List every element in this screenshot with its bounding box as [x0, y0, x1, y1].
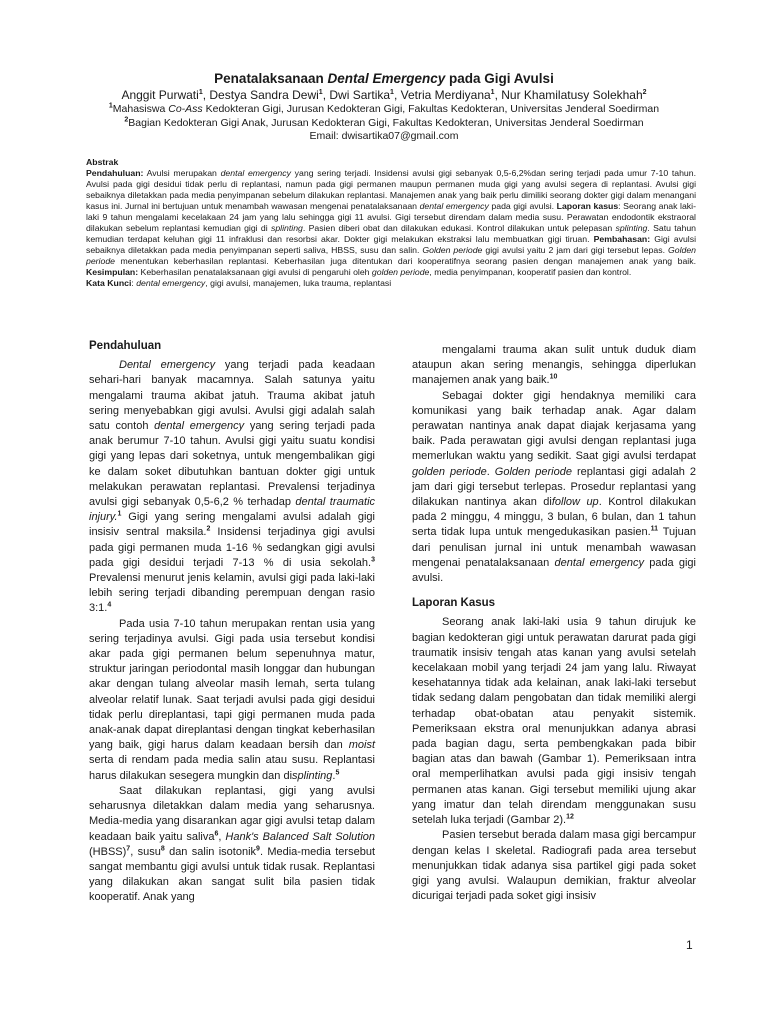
paragraph: Dental emergency yang terjadi pada keadaan sehari-hari banyak macamnya. Salah satunya yaitu mengalami trauma akibat jatuh. Trauma akibat jatuh sering menyebabkan gigi avulsi. Avulsi gigi adalah salah satu contoh dental emergency yang sering terjadi pada anak berumur 7-10 tahun. Avulsi gigi yaitu suatu kondisi gigi yang lepas dari soketnya, untuk mengembalikan gigi ke dalam soket dibutuhkan bantuan dokter gigi untuk melakukan perawatan replantasi. Prevalensi terjadinya avulsi gigi sebanyak 0,5-6,2 % terhadap dental traumatic injury.$^1$ Gigi yang sering mengalami avulsi adalah gigi insisiv sentral maksila.$^2$ Insidensi terjadinya gigi avulsi pada gigi permanen muda 1-16 % sedangkan gigi avulsi pada gigi desidui terjadi 7-13 % di usia sekolah.$^3$ Prevalensi menurut jenis kelamin, avulsi gigi pada laki-laki lebih sering terjadi dibanding perempuan dengan rasio 3:1.$^4$: [89, 359, 376, 615]
abstract-body: Pendahuluan: Avulsi merupakan dental emergency yang sering terjadi. Insidensi avulsi gigi sebanyak 0,5-6,2%dan sering terjadi pada umur 7-10 tahun. Avulsi pada gigi desidui tidak perlu di replantasi, namun pada gigi permanen maupun permanen muda gigi yang avulsi segera di replantasi. Avulsi gigi sebaiknya diletakkan pada media penyimpanan sebelum dilakukan replantasi. Manajemen anak yang baik perlu dimiliki seorang dokter gigi dalam menangani kasus ini. Jurnal ini bertujuan untuk menambah wawasan mengenai penatalaksanaan dental emergency pada gigi avulsi. Laporan kasus: Seorang anak laki-laki 9 tahun mengalami kecelakaan 24 jam yang lalu sehingga gigi 11 avulsi. Gigi tersebut direndam dalam media susu. Perawatan endodontik ekstraoral dilakukan sebelum replantasi kemudian gigi di splinting. Pasien diberi obat dan dilakukan edukasi. Kontrol dilakukan untuk pelepasan splinting. Satu tahun kemudian terdapat keluhan gigi 11 infraklusi dan resorbsi akar. Dokter gigi melakukan ekstraksi lalu membuatkan gigi tiruan. Pembahasan: Gigi avulsi sebaiknya diletakkan pada media penyimpanan seperti saliva, HBSS, susu dan salin. Golden periode gigi avulsi yaitu 2 jam dari gigi tersebut lepas. Golden periode menentukan keberhasilan replantasi. Keberhasilan juga ditentukan dari kooperatifnya seorang pasien dengan manajemen anak yang baik. Kesimpulan: Keberhasilan penatalaksanaan gigi avulsi di pengaruhi oleh golden periode, media penyimpanan, kooperatif pasien dan kontrol.: [86, 168, 697, 277]
section-heading-pendahuluan: Pendahuluan: [89, 340, 162, 352]
abstract: [86, 157, 696, 289]
author-list: Anggit Purwati$^1$, Destya Sandra Dewi$^1$, Dwi Sartika$^1$, Vetria Merdiyana$^1$, Nur Khamilatusy Solekhah$^2$: [121, 88, 647, 102]
paragraph: Pada usia 7-10 tahun merupakan rentan usia yang sering terjadinya avulsi. Gigi pada usia tersebut kondisi akar pada gigi permanen belum sepenuhnya matur, struktur jaringan periodontal masih longgar dan hubungan akar dengan tulang alveolar masih lemah, serta tulang alveolar relatif lunak. Saat terjadi avulsi pada gigi desidui tidak perlu direplantasi, tapi gigi permanen muda pada anak-anak dapat direplantasi dengan tingkat keberhasilan yang baik, gigi harus dalam keadaan bersih dan moist serta di rendam pada media salin atau susu. Replantasi harus dilakukan sesegera mungkin dan displinting.$^5$: [89, 617, 375, 782]
affiliation-2: $^2$Bagian Kedokteran Gigi Anak, Jurusan Kedokteran Gigi, Fakultas Kedokteran, Universitas Jenderal Soedirman: [124, 116, 644, 129]
contact-email: Email: dwisartika07@gmail.com: [309, 130, 459, 142]
paragraph: Pasien tersebut berada dalam masa gigi bercampur dengan kelas I skeletal. Radiografi pada area tersebut menunjukkan tidak adanya sisa partikel gigi pada soket gigi yang avulsi. Walaupun demikian, fraktur alveolar dicurigai terjadi pada soket gigi insisiv: [412, 829, 696, 903]
page-number: 1: [686, 938, 693, 952]
section-heading-laporan-kasus: Laporan Kasus: [412, 597, 496, 610]
paragraph: Sebagai dokter gigi hendaknya memiliki cara komunikasi yang baik terhadap anak. Agar dalam perawatan nantinya anak dapat diajak kerjasama yang baik. Pada perawatan gigi avulsi dengan replantasi juga memerlukan waktu yang sedikit. Saat gigi avulsi terdapat golden periode. Golden periode replantasi gigi adalah 2 jam dari gigi tersebut terlepas. Prosedur replantasi yang dilakukan nantinya akan difollow up. Kontrol dilakukan pada 2 minggu, 4 minggu, 3 bulan, 6 bulan, dan 1 tahun serta tidak lupa untuk mengedukasikan pasien.$^{11}$ Tujuan dari penulisan jurnal ini untuk menambah wawasan mengenai penatalaksanaan dental emergency pada gigi avulsi.: [412, 389, 696, 585]
paper-title: Penatalaksanaan Dental Emergency pada Gigi Avulsi: [214, 71, 554, 86]
paragraph: Saat dilakukan replantasi, gigi yang avulsi seharusnya diletakkan dalam media yang seharusnya. Media-media yang disarankan agar gigi avulsi tetap dalam keadaan baik yaitu saliva$^6$, Hank's Balanced Salt Solution (HBSS)$^7$, susu$^8$ dan salin isotonik$^9$. Media-media tersebut sangat membantu gigi avulsi untuk tidak rusak. Replantasi yang dilakukan akan sangat sulit bila pasien tidak kooperatif. Anak yang: [89, 784, 375, 904]
keywords: Kata Kunci: dental emergency, gigi avulsi, manajemen, luka trauma, replantasi: [86, 278, 392, 288]
left-column: [89, 339, 375, 906]
abstract-heading: Abstrak: [86, 157, 119, 167]
paragraph: mengalami trauma akan sulit untuk duduk diam ataupun akan sering menangis, sehingga diperlukan manajemen anak yang baik.$^{10}$: [412, 344, 696, 387]
paragraph: Seorang anak laki-laki usia 9 tahun dirujuk ke bagian kedokteran gigi untuk perawatan darurat pada gigi traumatik insisiv tengah atas kanan yang avulsi setelah kecelakaan mobil yang terjadi 24 jam yang lalu. Riwayat kesehatannya tidak ada kelainan, anak laki-laki tersebut tidak sedang dalam pengobatan dan tidak memiliki alergi terhadap obat-obatan atau penyakit sistemik. Pemeriksaan ekstra oral menunjukkan adanya abrasi pada bagian dagu, serta pembengkakan pada bibir bagian atas dan bawah (Gambar 1). Pemeriksaan intra oral memperlihatkan avulsi pada gigi insisiv tengah permanen atas kanan. Gigi tersebut memiliki ujung akar yang imatur dan telah direndam menggunakan susu setelah luka terjadi (Gambar 2).$^{12}$: [412, 616, 696, 827]
affiliation-1: $^1$Mahasiswa Co-Ass Kedokteran Gigi, Jurusan Kedokteran Gigi, Fakultas Kedokteran, Universitas Jenderal Soedirman: [108, 102, 660, 115]
right-column: [412, 343, 696, 904]
